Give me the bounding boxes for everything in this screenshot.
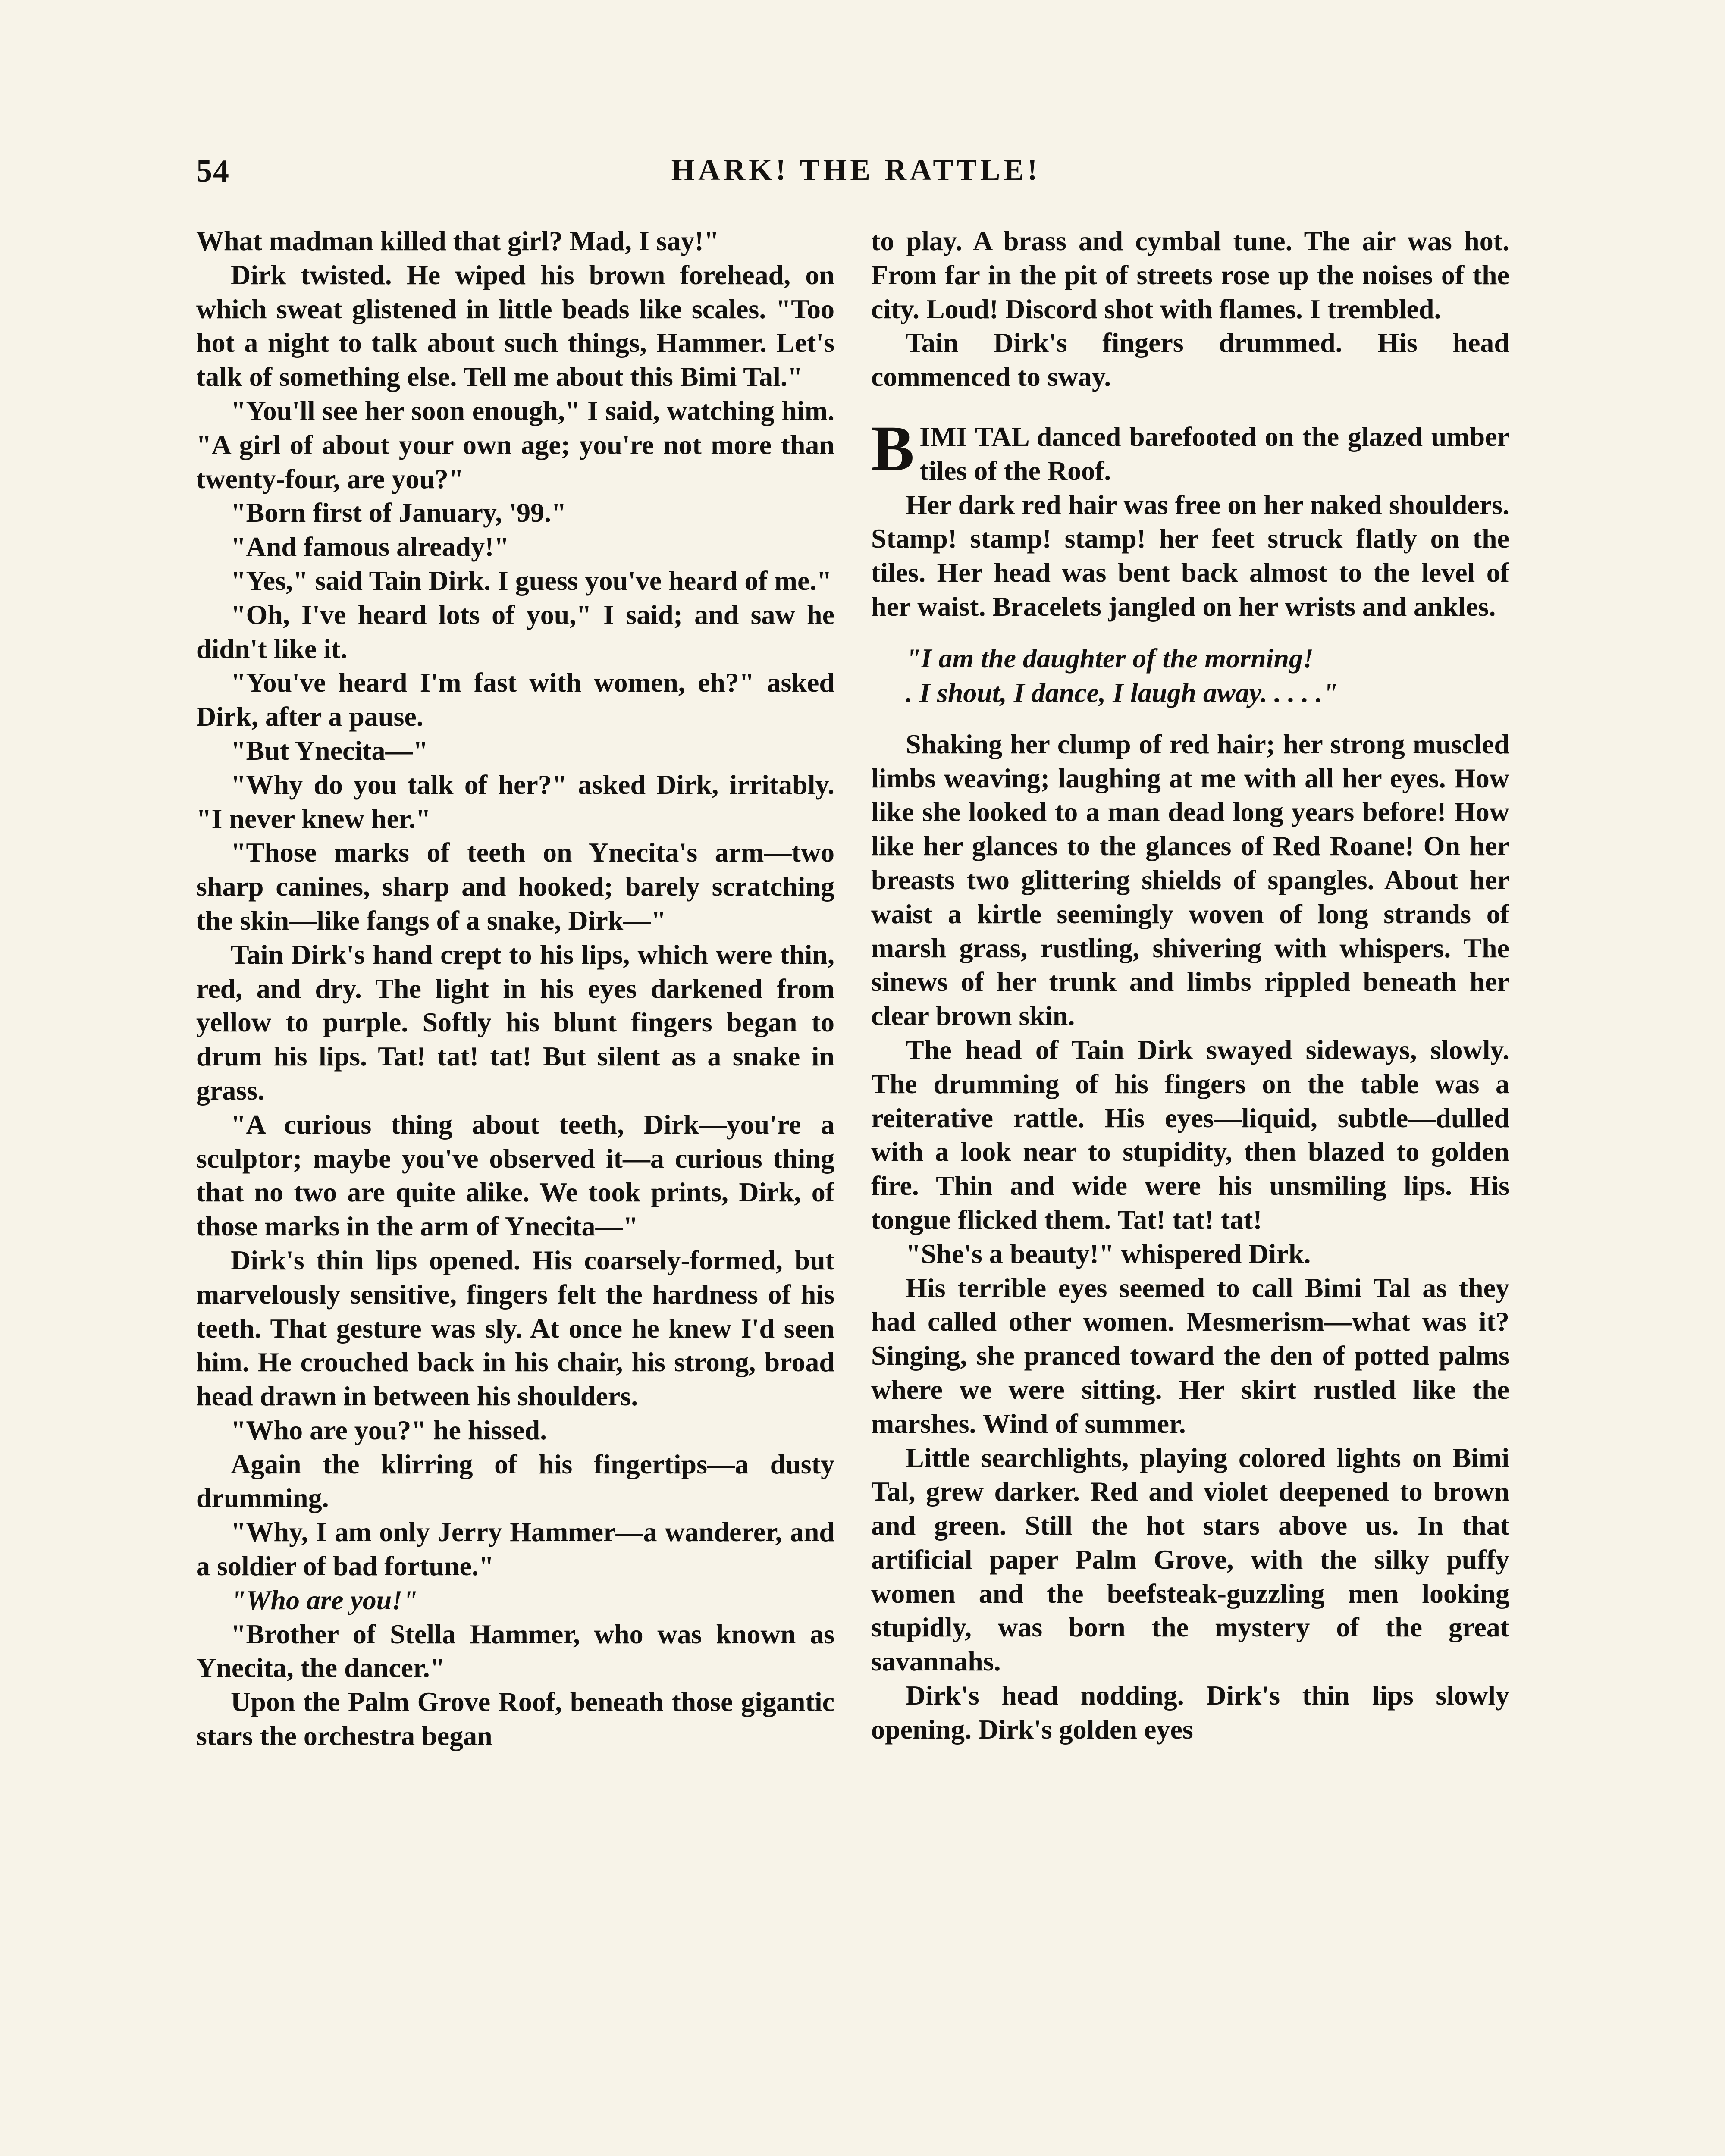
paragraph: Shaking her clump of red hair; her strong muscled limbs weaving; laughing at me with all her eyes. How like she looked to a man dead long years before! How like her glances to the glances of Red Roane! On her breasts two glittering shields of spangles. About her waist a kirtle seemingly woven of long strands of marsh grass, rustling, shivering with whispers. The sinews of her trunk and limbs rippled beneath her clear brown skin. [871,728,1509,1031]
paragraph: The head of Tain Dirk swayed sideways, slowly. The drumming of his fingers on the table was a reiterative rattle. His eyes—liquid, subtle—dulled with a look near to stupidity, then blazed to golden fire. Thin and wide were his unsmiling lips. His tongue flicked them. Tat! tat! tat! [871,1034,1509,1235]
running-title: HARK! THE RATTLE! [671,154,1041,187]
paragraph: "Yes," said Tain Dirk. I guess you've heard of me." [231,565,832,596]
drop-cap: B [871,412,915,484]
paragraph: to play. A brass and cymbal tune. The air was hot. From far in the pit of streets rose up the noises of the city. Loud! Discord shot with flames. I trembled. [871,226,1509,324]
paragraph: Her dark red hair was free on her naked shoulders. Stamp! stamp! stamp! her feet struck flatly on the tiles. Her head was bent back almost to the level of her waist. Bracelets jangled on her wrists and ankles. [871,489,1509,622]
paragraph: His terrible eyes seemed to call Bimi Tal as they had called other women. Mesmerism—what was it? Singing, she pranced toward the den of potted palms where we were sitting. Her skirt rustled like the marshes. Wind of summer. [871,1272,1509,1439]
right-column [871,224,1509,2156]
paragraph: "A curious thing about teeth, Dirk—you're a sculptor; maybe you've observed it—a curious thing that no two are quite alike. We took prints, Dirk, of those marks in the arm of Ynecita—" [196,1109,834,1242]
paragraph: Dirk twisted. He wiped his brown forehead, on which sweat glistened in little beads like scales. "Too hot a night to talk about such things, Hammer. Let's talk of something else. Tell me about this Bimi Tal." [196,259,834,392]
paragraph: "Who are you?" he hissed. [231,1414,547,1445]
song-verse [906,641,1509,710]
paragraph: "Oh, I've heard lots of you," I said; and saw he didn't like it. [196,599,834,664]
paragraph: Upon the Palm Grove Roof, beneath those gigantic stars the orchestra began [196,1686,834,1752]
paragraph: Tain Dirk's hand crept to his lips, which were thin, red, and dry. The light in his eyes darkened from yellow to purple. Softly his blunt fingers began to drum his lips. Tat! tat! tat! But silent as a snake in grass. [196,939,834,1106]
paragraph: "You've heard I'm fast with women, eh?" asked Dirk, after a pause. [196,667,834,732]
paragraph: "Who are you!" [231,1584,418,1615]
running-header [196,153,1516,192]
paragraph: "Born first of January, '99." [231,497,567,528]
verse-line: . I shout, I dance, I laugh away. . . . ." [906,677,1338,708]
paragraph: "And famous already!" [231,531,509,562]
paragraph: "Why, I am only Jerry Hammer—a wanderer, and a soldier of bad fortune." [196,1517,834,1582]
paragraph: Again the klirring of his fingertips—a dusty drumming. [196,1448,834,1514]
left-column [196,224,834,2156]
section-opening-text: IMI TAL danced barefooted on the glazed umber tiles of the Roof. [919,421,1509,486]
paragraph: Tain Dirk's fingers drummed. His head commenced to sway. [871,327,1509,392]
paragraph: "Those marks of teeth on Ynecita's arm—two sharp canines, sharp and hooked; barely scratching the skin—like fangs of a snake, Dirk—" [196,837,834,936]
paragraph: "But Ynecita—" [231,735,428,766]
paragraph: "You'll see her soon enough," I said, watching him. "A girl of about your own age; you're not more than twenty-four, are you?" [196,395,834,494]
paragraph: "Brother of Stella Hammer, who was known as Ynecita, the dancer." [196,1618,834,1683]
paragraph: "Why do you talk of her?" asked Dirk, irritably. "I never knew her." [196,769,834,834]
section-opening-paragraph [871,412,1509,488]
paragraph: What madman killed that girl? Mad, I say!" [196,226,719,256]
page-number: 54 [196,154,230,189]
paragraph: "She's a beauty!" whispered Dirk. [906,1238,1311,1269]
paragraph: Dirk's head nodding. Dirk's thin lips slowly opening. Dirk's golden eyes [871,1680,1509,1745]
paragraph: Little searchlights, playing colored lights on Bimi Tal, grew darker. Red and violet deepened to brown and green. Still the hot stars above us. In that artificial paper Palm Grove, with the silky puffy women and the beefsteak-guzzling men looking stupidly, was born the mystery of the great savannahs. [871,1442,1509,1677]
paragraph: Dirk's thin lips opened. His coarsely-formed, but marvelously sensitive, fingers felt the hardness of his teeth. That gesture was sly. At once he knew I'd seen him. He crouched back in his chair, his strong, broad head drawn in between his shoulders. [196,1244,834,1412]
verse-line: "I am the daughter of the morning! [906,642,1314,674]
